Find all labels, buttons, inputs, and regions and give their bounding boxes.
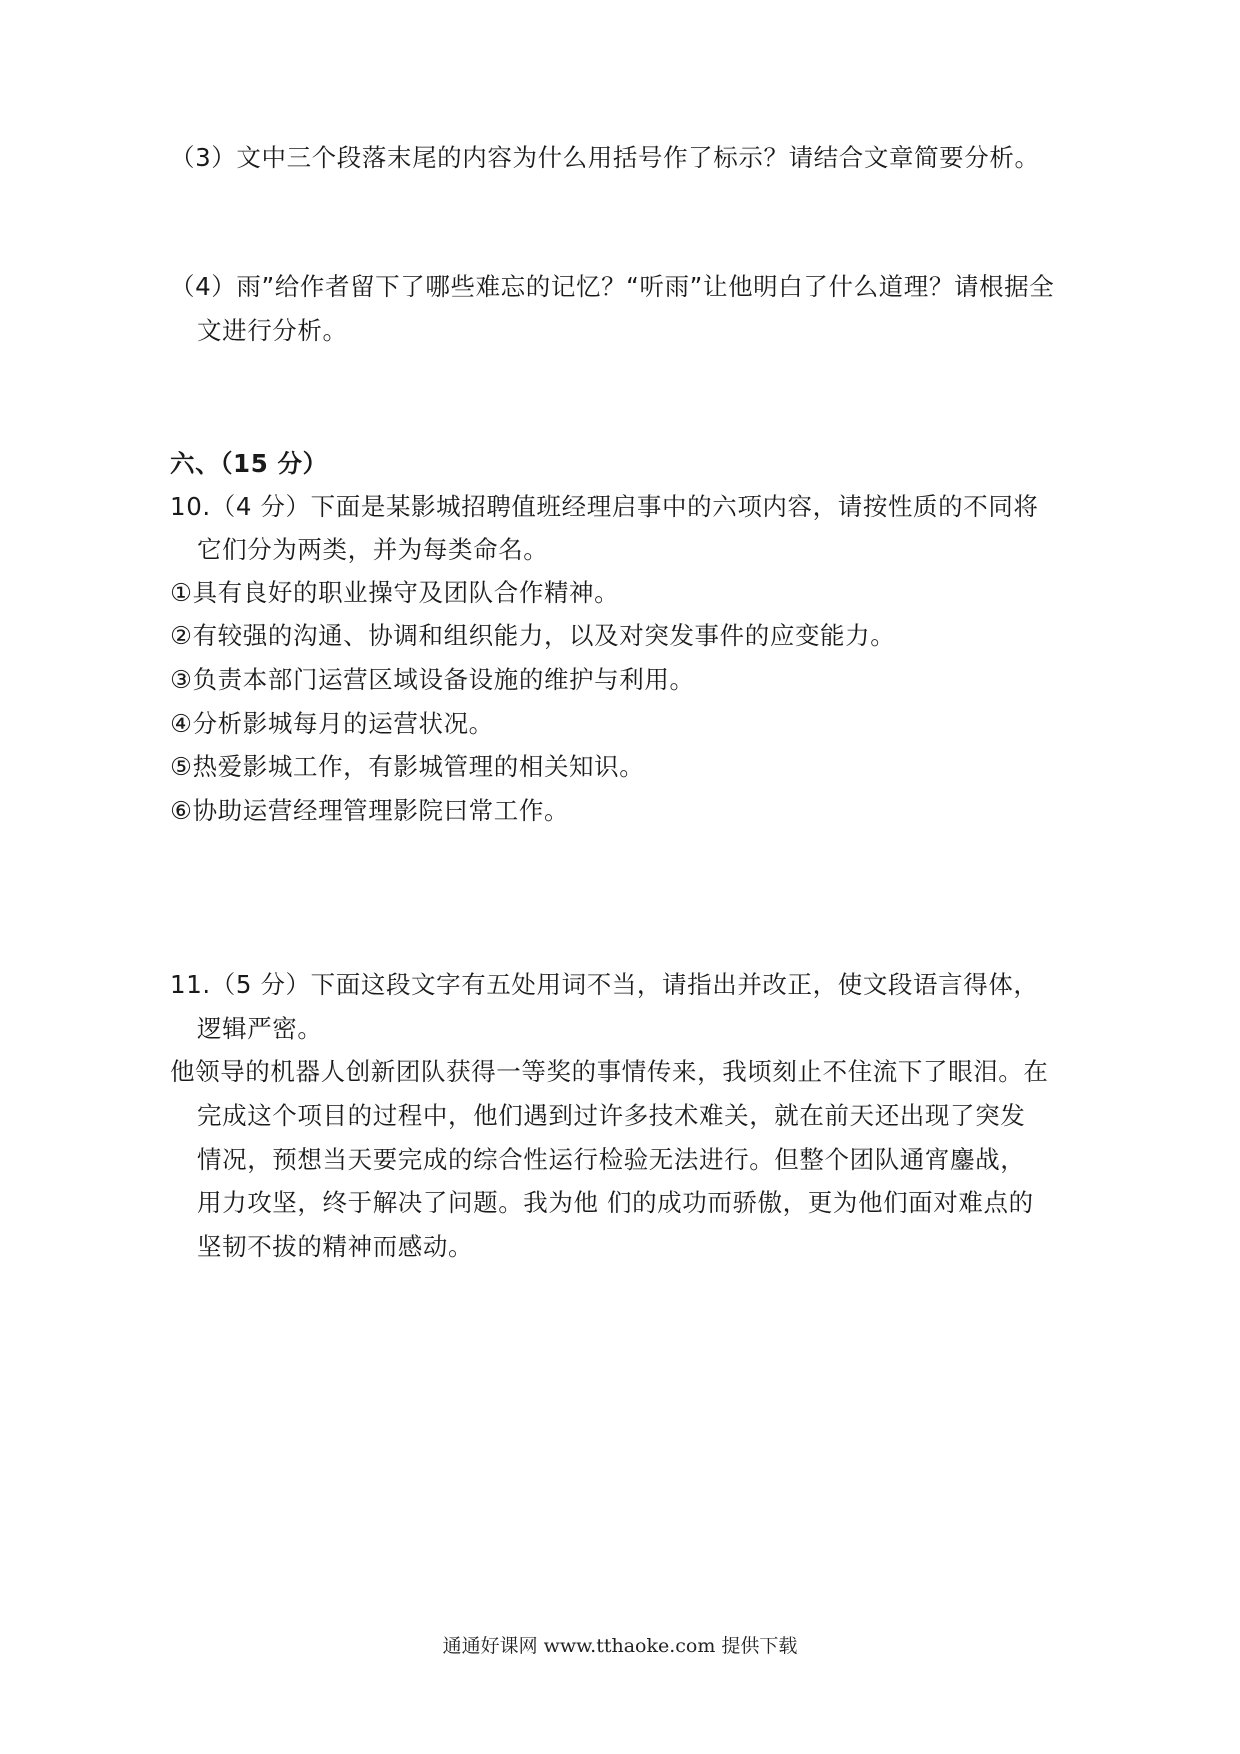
q11-passage-line-4: 用力攻坚，终于解决了问题。我为他 们的成功而骄傲，更为他们面对难点的 bbox=[197, 1188, 1034, 1217]
q10-item-5: ⑤热爱影城工作，有影城管理的相关知识。 bbox=[170, 752, 645, 781]
q10-line-2: 它们分为两类，并为每类命名。 bbox=[197, 535, 549, 564]
q11-line-2: 逻辑严密。 bbox=[197, 1014, 323, 1043]
q11-line-1: 11.（5 分）下面这段文字有五处用词不当，请指出并改正，使文段语言得体， bbox=[170, 970, 1039, 999]
q10-item-3: ③负责本部门运营区域设备设施的维护与利用。 bbox=[170, 665, 695, 694]
q4-line-2: 文进行分析。 bbox=[197, 316, 348, 345]
q10-line-1: 10.（4 分）下面是某影城招聘值班经理启事中的六项内容，请按性质的不同将 bbox=[170, 492, 1039, 521]
q11-passage-line-2: 完成这个项目的过程中，他们遇到过许多技术难关，就在前天还出现了突发 bbox=[197, 1101, 1026, 1130]
page-footer: 通通好课网 www.tthaoke.com 提供下载 bbox=[442, 1635, 798, 1657]
q10-item-4: ④分析影城每月的运营状况。 bbox=[170, 709, 494, 738]
q11-passage-line-3: 情况，预想当天要完成的综合性运行检验无法进行。但整个团队通宵鏖战， bbox=[197, 1145, 1026, 1174]
q10-item-2: ②有较强的沟通、协调和组织能力，以及对突发事件的应变能力。 bbox=[170, 621, 896, 650]
section-6-heading: 六、（15 分） bbox=[170, 449, 328, 478]
q10-item-6: ⑥协助运营经理管理影院曰常工作。 bbox=[170, 796, 570, 825]
q11-passage-line-1: 他领导的机器人创新团队获得一等奖的事情传来，我顷刻止不住流下了眼泪。在 bbox=[170, 1057, 1049, 1086]
q11-passage-line-5: 坚韧不拔的精神而感动。 bbox=[197, 1232, 474, 1261]
q3-line-1: （3）文中三个段落末尾的内容为什么用括号作了标示？请结合文章简要分析。 bbox=[170, 143, 1040, 172]
q4-line-1: （4）雨”给作者留下了哪些难忘的记忆？“听雨”让他明白了什么道理？请根据全 bbox=[170, 272, 1055, 301]
q10-item-1: ①具有良好的职业操守及团队合作精神。 bbox=[170, 578, 620, 607]
